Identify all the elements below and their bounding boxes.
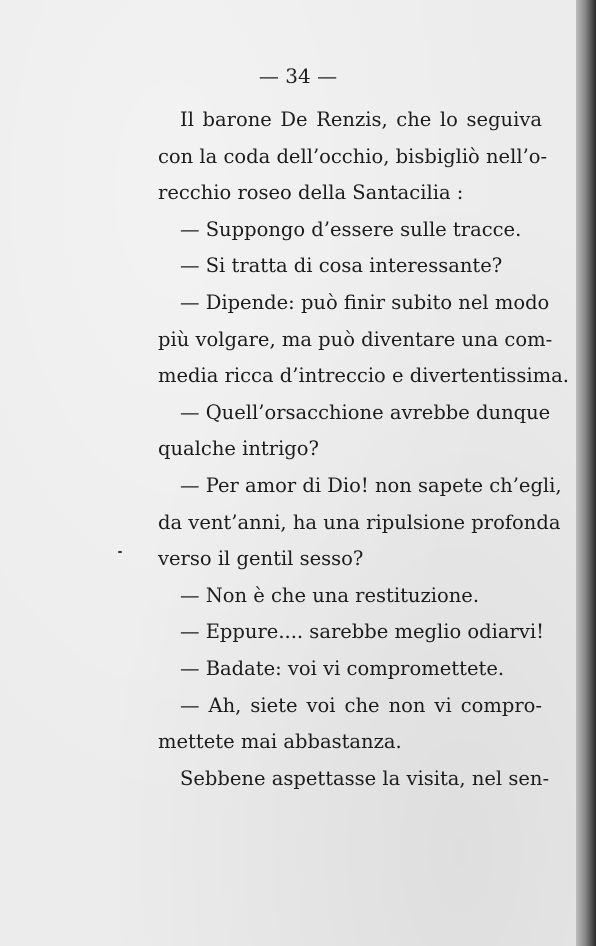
text-line: — Eppure.... sarebbe meglio odiarvi! bbox=[180, 620, 544, 644]
text-line: più volgare, ma può diventare una com- bbox=[158, 327, 553, 351]
text-line: recchio roseo della Santacilia : bbox=[158, 181, 464, 205]
text-line: — Si tratta di cosa interessante? bbox=[180, 254, 503, 278]
text-line: da vent’anni, ha una ripulsione profonda bbox=[158, 510, 561, 534]
text-line: — Quell’orsacchione avrebbe dunque bbox=[180, 400, 551, 424]
text-line: — Badate: voi vi compromettete. bbox=[180, 656, 505, 680]
text-line: verso il gentil sesso? bbox=[158, 547, 364, 571]
book-binding-edge bbox=[576, 0, 596, 946]
text-line: — Ah, siete voi che non vi compro- bbox=[180, 693, 542, 717]
text-line: media ricca d’intreccio e divertentissima. bbox=[158, 364, 569, 388]
text-line: — Dipende: può finir subito nel modo bbox=[180, 290, 550, 314]
text-line: — Non è che una restituzione. bbox=[180, 583, 480, 607]
margin-speck bbox=[118, 551, 122, 553]
text-line: Sebbene aspettasse la visita, nel sen- bbox=[180, 766, 550, 790]
page-number: — 34 — bbox=[258, 64, 338, 88]
text-line: — Per amor di Dio! non sapete ch’egli, bbox=[180, 473, 562, 497]
body-text bbox=[158, 102, 569, 797]
text-line: con la coda dell’occhio, bisbigliò nell’o- bbox=[158, 144, 548, 168]
text-line: mettete mai abbastanza. bbox=[158, 730, 402, 754]
text-line: — Suppongo d’essere sulle tracce. bbox=[180, 217, 522, 241]
text-line: qualche intrigo? bbox=[158, 437, 319, 461]
text-line: Il barone De Renzis, che lo seguiva bbox=[180, 108, 542, 131]
